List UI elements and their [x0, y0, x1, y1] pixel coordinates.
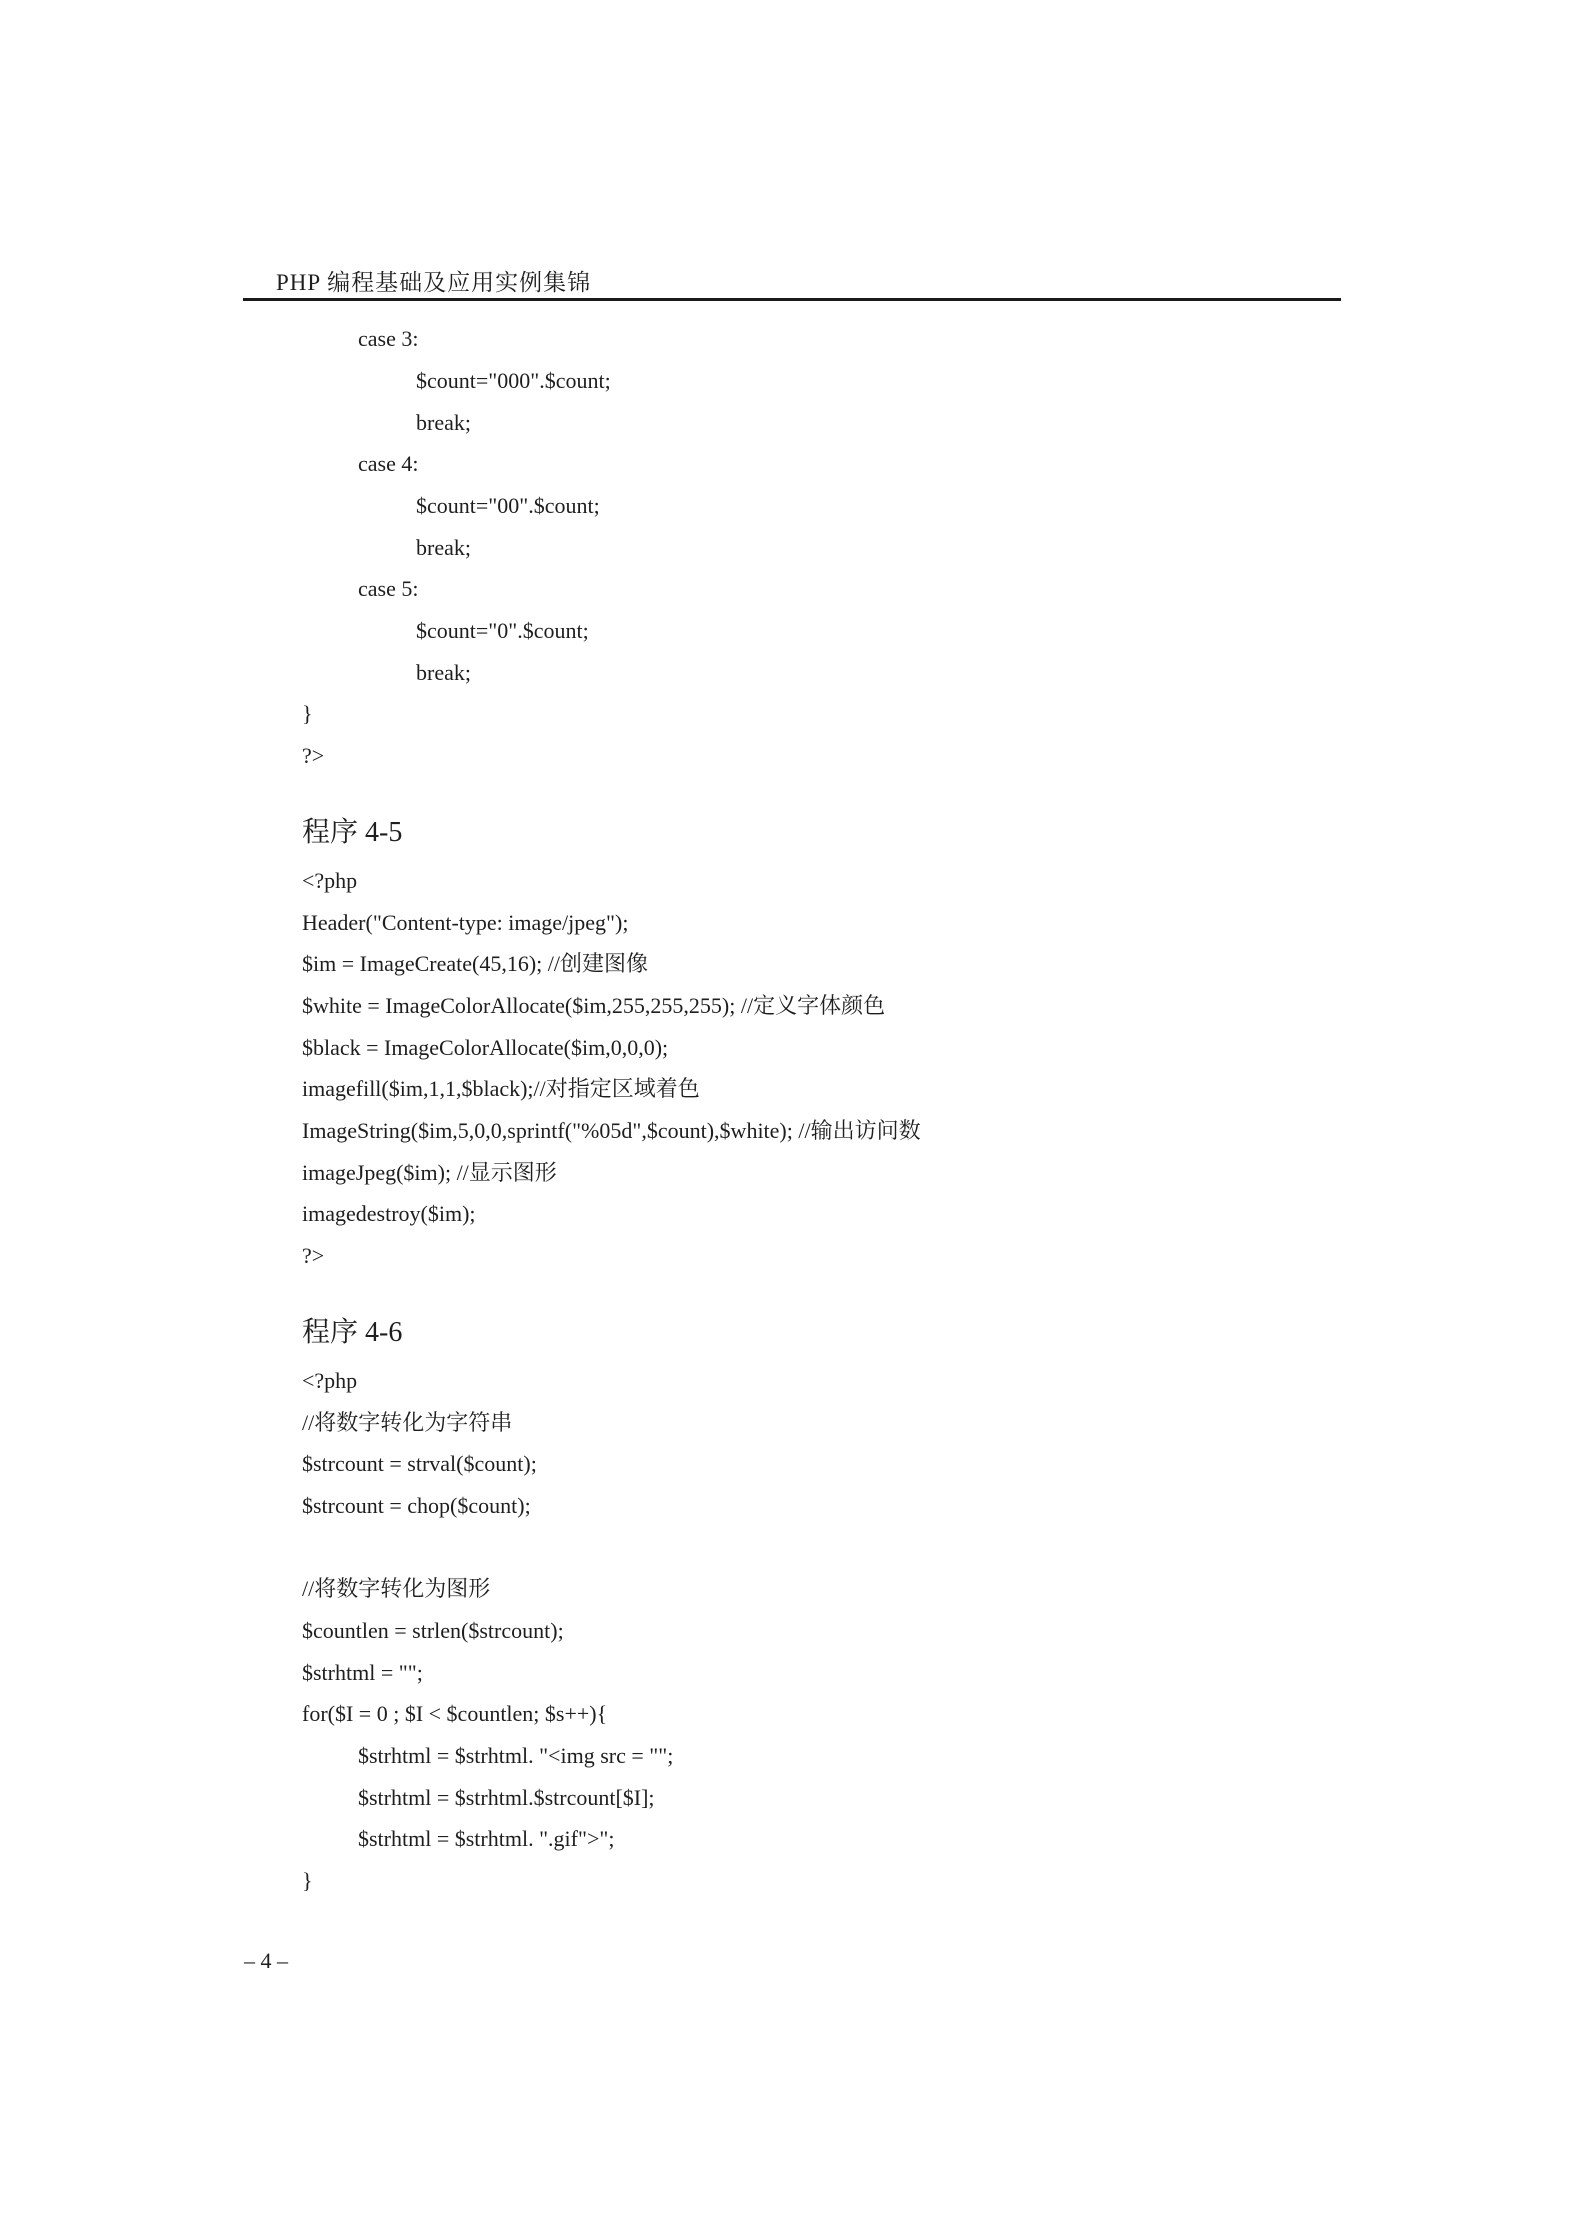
code-line: $strcount = chop($count);: [302, 1493, 531, 1518]
code-line: $im = ImageCreate(45,16); //创建图像: [302, 951, 648, 976]
code-line: imagedestroy($im);: [302, 1201, 476, 1226]
code-comment: //将数字转化为图形: [302, 1576, 491, 1601]
code-line: $strhtml = "";: [302, 1660, 423, 1685]
code-line: $white = ImageColorAllocate($im,255,255,255); //定义字体颜色: [302, 993, 886, 1018]
code-line: $count="000".$count;: [416, 368, 611, 393]
code-line: ?>: [302, 1243, 325, 1268]
code-line: Header("Content-type: image/jpeg");: [302, 910, 629, 935]
header-rule: [243, 298, 1341, 301]
code-line: $black = ImageColorAllocate($im,0,0,0);: [302, 1035, 669, 1060]
running-head-title: PHP 编程基础及应用实例集锦: [276, 270, 592, 295]
code-line: break;: [416, 410, 471, 435]
code-line: $strcount = strval($count);: [302, 1451, 537, 1476]
code-line: case 5:: [358, 576, 419, 601]
page-number: – 4 –: [244, 1948, 288, 1973]
code-line: ImageString($im,5,0,0,sprintf("%05d",$count),$white); //输出访问数: [302, 1118, 921, 1143]
code-line: break;: [416, 535, 471, 560]
code-line: $strhtml = $strhtml. ".gif">";: [358, 1826, 615, 1851]
code-line: $count="0".$count;: [416, 618, 589, 643]
code-line: }: [302, 1868, 313, 1893]
code-line: }: [302, 701, 313, 726]
code-line: $strhtml = $strhtml. "<img src = "";: [358, 1743, 674, 1768]
code-line: <?php: [302, 1368, 358, 1393]
code-line: $count="00".$count;: [416, 493, 600, 518]
code-line: $countlen = strlen($strcount);: [302, 1618, 564, 1643]
program-title: 程序 4-5: [302, 817, 403, 848]
code-comment: //将数字转化为字符串: [302, 1410, 513, 1435]
code-line: imageJpeg($im); //显示图形: [302, 1160, 557, 1185]
code-line: case 3:: [358, 326, 419, 351]
code-line: imagefill($im,1,1,$black);//对指定区域着色: [302, 1076, 700, 1101]
code-line: break;: [416, 660, 471, 685]
program-title: 程序 4-6: [302, 1317, 403, 1348]
code-line: $strhtml = $strhtml.$strcount[$I];: [358, 1785, 655, 1810]
code-line: case 4:: [358, 451, 419, 476]
code-line: ?>: [302, 743, 325, 768]
code-line: <?php: [302, 868, 358, 893]
code-line: for($I = 0 ; $I < $countlen; $s++){: [302, 1701, 608, 1726]
